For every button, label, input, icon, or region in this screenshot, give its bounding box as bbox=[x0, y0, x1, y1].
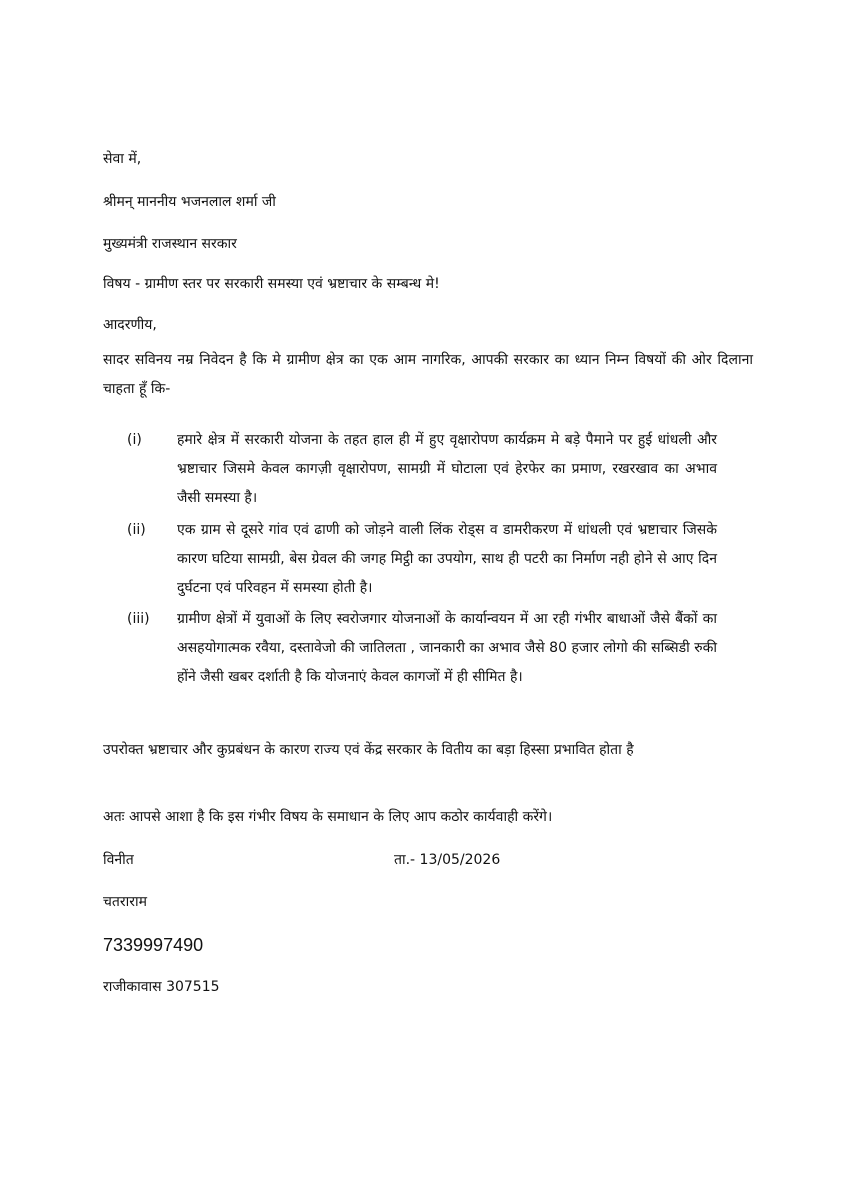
impact-paragraph: उपरोक्त भ्रष्टाचार और कुप्रबंधन के कारण राज्य एवं केंद्र सरकार के वितीय का बड़ा हिस्सा प्रभावित होता है bbox=[103, 742, 634, 758]
letter-date: ता.- 13/05/2026 bbox=[394, 852, 501, 868]
subject-line: विषय - ग्रामीण स्तर पर सरकारी समस्या एवं भ्रष्टाचार के सम्बन्ध मे! bbox=[103, 276, 440, 292]
sender-address: राजीकावास 307515 bbox=[103, 979, 220, 995]
greeting: आदरणीय, bbox=[103, 317, 157, 333]
salutation-to: सेवा में, bbox=[103, 151, 142, 167]
sender-name: चतराराम bbox=[103, 894, 147, 910]
list-item-text: हमारे क्षेत्र में सरकारी योजना के तहत हाल ही में हुए वृक्षारोपण कार्यक्रम मे बड़े पैमाने पर हुई धांधली और भ्रष्टाचार जिसमे केवल कागज़ी वृक्षारोपण, सामग्री में घोटाला एवं हेरफेर का प्रमाण, रखरखाव का अभाव जैसी समस्या है। bbox=[177, 432, 717, 506]
list-item-number: (iii) bbox=[127, 611, 150, 627]
list-item-text: एक ग्राम से दूसरे गांव एवं ढाणी को जोड़ने वाली लिंक रोड्स व डामरीकरण में धांधली एवं भ्रष्टाचार जिसके कारण घटिया सामग्री, बेस ग्रेवल की जगह मिट्ठी का उपयोग, साथ ही पटरी का निर्माण नही होने से आए दिन दुर्घटना एवं परिवहन में समस्या होती है। bbox=[177, 522, 717, 596]
sender-phone: 7339997490 bbox=[103, 935, 204, 955]
list-item-number: (i) bbox=[127, 432, 142, 448]
intro-paragraph: सादर सविनय नम्र निवेदन है कि मे ग्रामीण क्षेत्र का एक आम नागरिक, आपकी सरकार का ध्यान निम्न विषयों की ओर दिलाना चाहता हूँ कि- bbox=[103, 352, 753, 397]
request-paragraph: अतः आपसे आशा है कि इस गंभीर विषय के समाधान के लिए आप कठोर कार्यवाही करेंगे। bbox=[103, 809, 553, 825]
closing: विनीत bbox=[103, 852, 134, 868]
recipient-name: श्रीमन् माननीय भजनलाल शर्मा जी bbox=[103, 194, 276, 210]
list-item-number: (ii) bbox=[127, 522, 146, 538]
recipient-title: मुख्यमंत्री राजस्थान सरकार bbox=[103, 236, 237, 252]
list-item-text: ग्रामीण क्षेत्रों में युवाओं के लिए स्वरोजगार योजनाओं के कार्यान्वयन में आ रही गंभीर बाधाओं जैसे बैंकों का असहयोगात्मक रवैया, दस्तावेजो की जातिलता , जानकारी का अभाव जैसे 80 हजार लोगो की सब्सिडी रुकी होंने जैसी खबर दर्शाती है कि योजनाएं केवल कागजों में ही सीमित है। bbox=[177, 611, 717, 685]
